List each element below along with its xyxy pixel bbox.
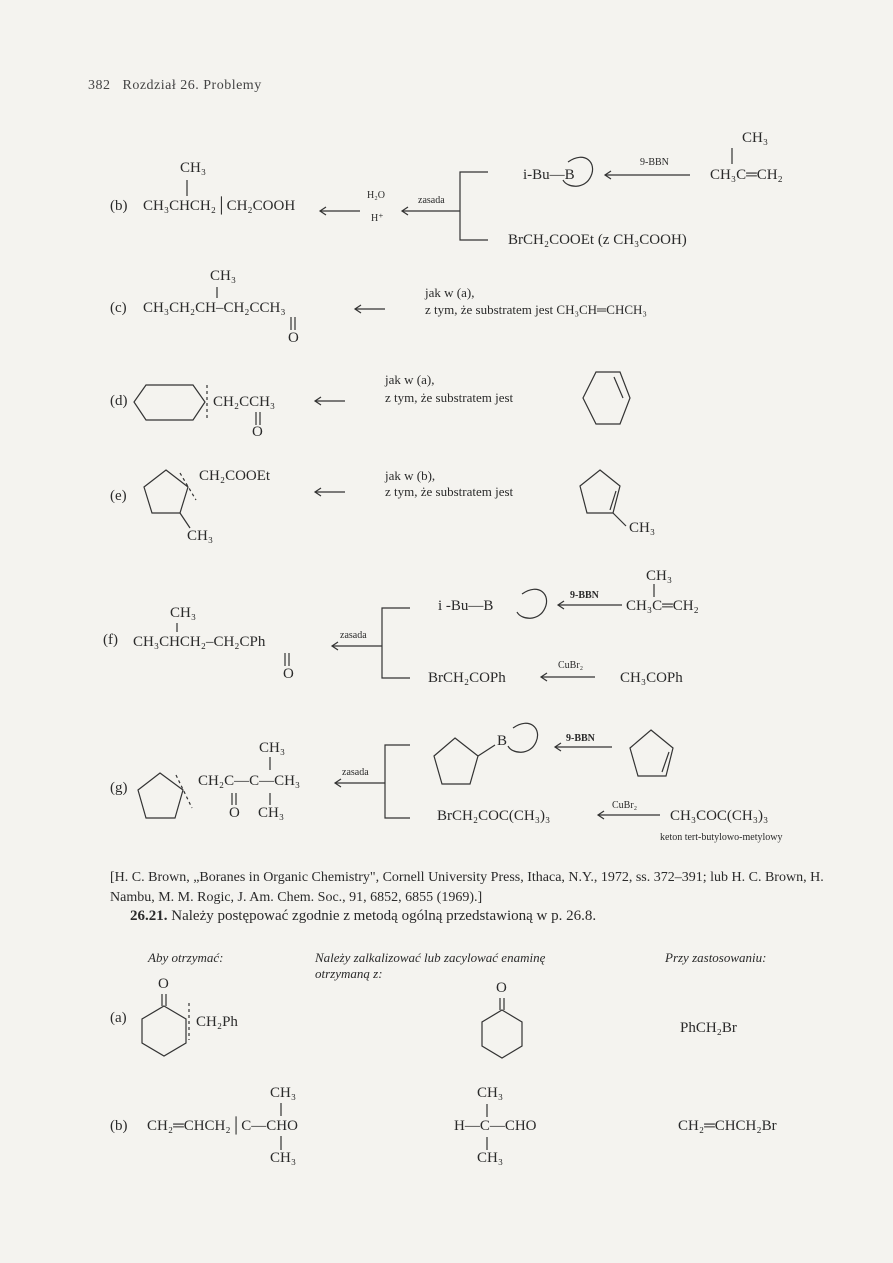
- b-cond-top: H₂O: [367, 190, 385, 201]
- row-a-mid-o: O: [496, 980, 507, 996]
- row-a-label: (a): [110, 1010, 127, 1026]
- g-9bbn: 9-BBN: [566, 733, 595, 744]
- c-carbonyl-o: O: [288, 330, 299, 346]
- f-borane: i -Bu—B: [438, 598, 494, 614]
- g-borane-b: B: [497, 733, 508, 749]
- row-b-reagent: CH₂═CHCH₂Br: [678, 1118, 777, 1134]
- g-lower: BrCH₂COC(CH₃)₃: [437, 808, 551, 824]
- g-lower-cond: CuBr₂: [612, 800, 638, 811]
- row-b-mid-top: CH₃: [477, 1085, 504, 1101]
- b-top-ch3: CH₃: [180, 160, 207, 176]
- e-side: CH₂COOEt: [199, 468, 271, 484]
- e-methyl: CH₃: [187, 528, 214, 544]
- d-note1: jak w (a),: [385, 372, 435, 387]
- col2-header-line1: Należy zalkalizować lub zacylować enaminę: [315, 950, 546, 965]
- col3-header: Przy zastosowaniu:: [665, 950, 767, 965]
- f-alkene: CH₃C═CH₂: [626, 598, 699, 614]
- chapter-title: Rozdział 26. Problemy: [122, 78, 262, 93]
- b-alkene: CH₃C═CH₂: [710, 167, 783, 183]
- label-c: (c): [110, 300, 127, 316]
- row-a-reagent: PhCH₂Br: [680, 1020, 737, 1036]
- row-b-mid: H—C—CHO: [454, 1118, 537, 1134]
- row-a-side: CH₂Ph: [196, 1014, 238, 1030]
- f-lower: BrCH₂COPh: [428, 670, 506, 686]
- g-bottom-ch3: CH₃: [258, 805, 285, 821]
- row-b-top-ch3: CH₃: [270, 1085, 297, 1101]
- page-number: 382: [88, 78, 111, 93]
- f-carbonyl-o: O: [283, 666, 294, 682]
- d-carbonyl-o: O: [252, 424, 263, 440]
- label-b: (b): [110, 198, 128, 214]
- label-g: (g): [110, 780, 128, 796]
- d-note2: z tym, że substratem jest: [385, 390, 514, 405]
- b-cond-bottom: H⁺: [371, 213, 384, 224]
- label-f: (f): [103, 632, 118, 648]
- f-lower-cond: CuBr₂: [558, 660, 584, 671]
- label-d: (d): [110, 393, 128, 409]
- row-b-mid-bottom: CH₃: [477, 1150, 504, 1166]
- row-b-label: (b): [110, 1118, 128, 1134]
- g-lower-start: CH₃COC(CH₃)₃: [670, 808, 769, 824]
- problem-number: 26.21.: [130, 908, 168, 924]
- f-zasada: zasada: [340, 630, 367, 641]
- g-carbonyl-o: O: [229, 805, 240, 821]
- g-top-ch3: CH₃: [259, 740, 286, 756]
- b-zasada: zasada: [418, 195, 445, 206]
- b-alkene-ch3: CH₃: [742, 130, 769, 146]
- c-product: CH₃CH₂CH–CH₂CCH₃: [143, 300, 286, 316]
- b-lower: BrCH₂COOEt (z CH₃COOH): [508, 232, 687, 248]
- g-zasada: zasada: [342, 767, 369, 778]
- c-note1: jak w (a),: [425, 285, 475, 300]
- col1-header: Aby otrzymać:: [148, 950, 224, 965]
- row-a-left-o: O: [158, 976, 169, 992]
- b-9bbn: 9-BBN: [640, 157, 669, 168]
- f-9bbn: 9-BBN: [570, 590, 599, 601]
- col2-header-line2: otrzymaną z:: [315, 966, 383, 981]
- f-top-ch3: CH₃: [170, 605, 197, 621]
- row-b-product: CH₂═CHCH₂│C—CHO: [147, 1118, 298, 1134]
- f-lower-start: CH₃COPh: [620, 670, 683, 686]
- f-product: CH₃CHCH₂–CH₂CPh: [133, 634, 266, 650]
- g-product: CH₂C—C—CH₃: [198, 773, 301, 789]
- f-alkene-ch3: CH₃: [646, 568, 673, 584]
- label-e: (e): [110, 488, 127, 504]
- g-ketone-note: keton tert-butylowo-metylowy: [660, 832, 783, 843]
- d-side: CH₂CCH₃: [213, 394, 276, 410]
- reference: [H. C. Brown, „Boranes in Organic Chemistry", Cornell University Press, Ithaca, N.Y., 1972, ss. 372–391; lub H. C. Brown, H. Nambu, M. M. Rogic, J. Am. Chem. Soc., 91, 6852, 6855 (1969).]: [110, 870, 824, 905]
- c-top-ch3: CH₃: [210, 268, 237, 284]
- problem-text: Należy postępować zgodnie z metodą ogólną przedstawioną w p. 26.8.: [171, 908, 597, 924]
- c-note2: z tym, że substratem jest CH₃CH═CHCH₃: [425, 302, 647, 317]
- e-note1: jak w (b),: [385, 468, 436, 483]
- row-b-bottom-ch3: CH₃: [270, 1150, 297, 1166]
- e-note2: z tym, że substratem jest: [385, 484, 514, 499]
- e-sub-methyl: CH₃: [629, 520, 656, 536]
- b-borane: i-Bu—B: [523, 167, 575, 183]
- b-product: CH₃CHCH₂│CH₂COOH: [143, 198, 296, 214]
